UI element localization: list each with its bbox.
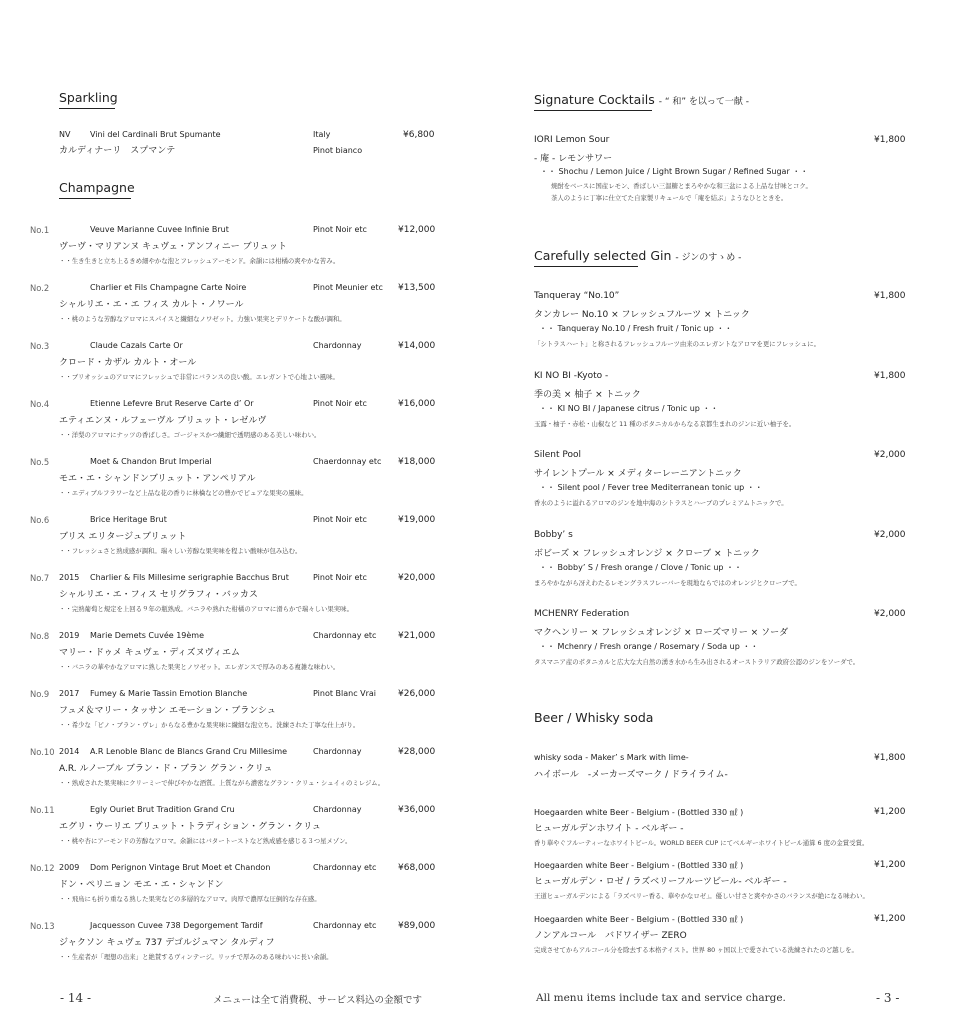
item-grape: Pinot Noir etc xyxy=(313,225,367,234)
item-year: 2009 xyxy=(59,863,80,872)
item-origin: Italy xyxy=(313,130,331,139)
item-name: whisky soda - Maker’ s Mark with lime- xyxy=(534,753,689,762)
title-subtitle: - ジンのすゝめ - xyxy=(675,253,742,263)
title-subtitle: - “ 和” を以って一献 - xyxy=(658,97,750,107)
item-price: ¥26,000 xyxy=(398,689,436,699)
item-number: No.6 xyxy=(30,515,50,525)
item-description: 玉露・柚子・赤松・山椒など 11 種のボタニカルからなる京都生まれのジンに近い柚子を。 xyxy=(534,419,796,428)
item-name-jp: ノンアルコール バドワイザー ZERO xyxy=(534,930,687,941)
tax-note-jp: メニューは全て消費税、サービス料込の金額です xyxy=(213,995,423,1006)
item-number: No.8 xyxy=(30,631,50,641)
item-price: ¥1,200 xyxy=(874,860,906,870)
item-description: ・・バニラの華やかなアロマに熟した果実とノワゼット。エレガンスで厚みのある複雑な味わい。 xyxy=(59,663,340,671)
item-name-jp: 季の美 × 柚子 × トニック xyxy=(534,389,641,400)
item-name: Veuve Marianne Cuvee Infinie Brut xyxy=(90,225,229,234)
item-price: ¥1,800 xyxy=(874,370,906,381)
item-number: No.2 xyxy=(30,283,50,293)
section-title-gin xyxy=(534,248,741,263)
item-grape: Pinot Blanc Vrai xyxy=(313,689,377,698)
item-grape: Pinot Meunier etc xyxy=(313,283,383,292)
item-description: ・・飛鳥にも折り重なる熟した果実などの多層的なアロマ。肉厚で濃厚な圧倒的な存在感。 xyxy=(59,895,321,903)
item-grape: Chaerdonnay etc xyxy=(313,457,382,466)
item-number: No.13 xyxy=(30,921,55,931)
item-description: タスマニア産のボタニカルと広大な大自然の湧き水から生み出されるオーストラリア政府公認のジンをソーダで。 xyxy=(534,658,860,666)
item-grape: Pinot Noir etc xyxy=(313,399,367,408)
item-description: ・・ブリオッシュのアロマにフレッシュで非常にバランスの良い酸。エレガントで心地よい風味。 xyxy=(59,373,339,381)
item-name-jp: タンカレー No.10 × フレッシュフルーツ × トニック xyxy=(534,310,750,320)
item-description: ・・生産者が「理想の出来」と絶賛するヴィンテージ。リッチで厚みのある味わいに長い余韻。 xyxy=(59,953,333,961)
item-name: Vini del Cardinali Brut Spumante xyxy=(90,130,221,139)
item-name-jp: エグリ・ウーリエ ブリュット・トラディション・グラン・クリュ xyxy=(59,822,321,832)
title-underline xyxy=(59,108,115,109)
item-price: ¥1,200 xyxy=(874,806,906,817)
item-name: Marie Demets Cuvée 19ème xyxy=(90,631,205,640)
item-recipe: ・・ Mchenry / Fresh orange / Rosemary / Soda up ・・ xyxy=(539,642,759,651)
item-grape: Chardonnay xyxy=(313,747,362,756)
item-name-jp: - 庵 - レモンサワー xyxy=(534,154,613,164)
item-grape: Chardonnay xyxy=(313,341,362,350)
item-name-jp: ヒューガルデンホワイト - ベルギー - xyxy=(534,823,684,834)
item-price: ¥68,000 xyxy=(398,863,436,873)
item-name: Hoegaarden white Beer - Belgium - (Bottled 330 ㎖ ) xyxy=(534,914,744,924)
item-name-jp: カルディナーリ スプマンテ xyxy=(59,146,176,156)
item-price: ¥19,000 xyxy=(398,515,436,525)
item-name: Claude Cazals Carte Or xyxy=(90,341,183,350)
item-grape: Chardonnay xyxy=(313,805,362,814)
item-price: ¥6,800 xyxy=(403,130,435,140)
item-price: ¥20,000 xyxy=(398,573,436,583)
item-description: ・・フレッシュさと熟成感が調和。瑞々しい芳醇な果実味を程よい酸味が包み込む。 xyxy=(59,547,302,555)
item-description: 王道ヒューガルデンによる「ラズベリー香る、華やかなロゼ」。優しい甘さと爽やかさのバランスが絶になる味わい。 xyxy=(534,892,869,900)
item-description: 香り華やぐフルーティーなホワイトビール。WORLD BEER CUP にてベルギーホワイトビール通算 6 度の金賞受賞。 xyxy=(534,838,869,847)
item-price: ¥12,000 xyxy=(398,225,436,235)
item-grape: Chardonnay etc xyxy=(313,921,377,930)
item-year: NV xyxy=(59,130,71,139)
item-name: Jacquesson Cuvee 738 Degorgement Tardif xyxy=(90,921,263,930)
item-description: まろやかながら冴えわたるレモングラスフレーバーを現地ならではのオレンジとクローブで。 xyxy=(534,578,801,587)
item-name-jp: エティエンヌ・ルフェーヴル ブリュット・レゼルヴ xyxy=(59,416,267,426)
item-price: ¥89,000 xyxy=(398,921,436,931)
item-name-jp: マリー・ドゥメ キュヴェ・ディズヌヴィエム xyxy=(59,648,241,658)
item-name-jp: ヒューガルデン・ロゼ / ラズベリーフルーツビール- ベルギー - xyxy=(534,877,787,887)
item-name: Charlier et Fils Champagne Carte Noire xyxy=(90,283,247,292)
item-number: No.9 xyxy=(30,689,50,699)
item-price: ¥1,800 xyxy=(874,135,906,145)
item-grape: Pinot Noir etc xyxy=(313,515,367,524)
item-description: ・・エディブルフラワーなど上品な花の香りに林檎などの豊かでピュアな果実の風味。 xyxy=(59,489,308,497)
item-description: ・・完熟葡萄と規定を上回る９年の瓶熟成。バニラや熟れた柑橘のアロマに滑らかで瑞々しい果実味。 xyxy=(59,605,353,613)
item-year: 2014 xyxy=(59,747,80,756)
item-name: MCHENRY Federation xyxy=(534,609,630,619)
section-title-champagne: Champagne xyxy=(59,180,135,195)
item-description-2: 茶人のように丁寧に仕立てた自家製リキュールで「庵を結ぶ」ようなひとときを。 xyxy=(551,194,788,202)
item-year: 2019 xyxy=(59,631,80,640)
section-title-sparkling: Sparkling xyxy=(59,90,118,105)
item-price: ¥1,200 xyxy=(874,913,906,924)
item-description: 焼酎をベースに国産レモン、香ばしい三温糖とまろやかな和三盆による上品な甘味とコク。 xyxy=(551,182,812,190)
item-name: Fumey & Marie Tassin Emotion Blanche xyxy=(90,689,248,698)
item-recipe: ・・ Tanqueray No.10 / Fresh fruit / Tonic up ・・ xyxy=(539,324,733,333)
item-year: 2015 xyxy=(59,573,80,582)
item-name: IORI Lemon Sour xyxy=(534,135,610,145)
item-name: Hoegaarden white Beer - Belgium - (Bottled 330 ㎖ ) xyxy=(534,861,744,870)
item-description: ・・希少な「ピノ・ブラン・ヴレ」からなる豊かな果実味に繊細な泡立ち。洗練された丁寧な仕上がり。 xyxy=(59,721,360,729)
item-name: KI NO BI -Kyoto - xyxy=(534,370,609,381)
item-number: No.7 xyxy=(30,573,50,583)
item-name-jp: ヴーヴ・マリアンヌ キュヴェ・アンフィニー ブリュット xyxy=(59,242,287,252)
item-name: Charlier & Fils Millesime serigraphie Bacchus Brut xyxy=(90,573,289,582)
item-number: No.5 xyxy=(30,457,50,467)
item-grape: Pinot bianco xyxy=(313,146,363,155)
title-underline xyxy=(59,198,131,199)
item-number: No.3 xyxy=(30,341,50,351)
item-grape: Chardonnay etc xyxy=(313,863,377,872)
item-price: ¥16,000 xyxy=(398,399,436,409)
item-price: ¥1,800 xyxy=(874,753,906,763)
item-price: ¥2,000 xyxy=(874,529,906,540)
title-underline xyxy=(534,110,652,111)
section-title-cocktails xyxy=(534,92,749,107)
item-name: A.R Lenoble Blanc de Blancs Grand Cru Millesime xyxy=(90,747,288,756)
item-recipe: ・・ Shochu / Lemon Juice / Light Brown Sugar / Refined Sugar ・・ xyxy=(540,167,809,176)
item-price: ¥28,000 xyxy=(398,747,436,757)
item-name: Bobby’ s xyxy=(534,529,573,540)
item-name-jp: フュメ＆マリー・タッサン エモーション・ブランシュ xyxy=(59,706,276,716)
item-name-jp: ジャクソン キュヴェ 737 デゴルジュマン タルディフ xyxy=(59,938,275,948)
item-name-jp: モエ・エ・シャンドンブリュット・アンペリアル xyxy=(59,474,256,484)
item-name-jp: シャルリエ・エ・フィス セリグラフィ・バッカス xyxy=(59,590,258,600)
item-name-jp: サイレントプール × メディターレーニアントニック xyxy=(534,469,742,479)
page-number-left: - 14 - xyxy=(60,991,92,1005)
item-name-jp: ハイボール -メーカーズマーク / ドライライム- xyxy=(534,770,728,780)
item-name: Etienne Lefevre Brut Reserve Carte d’ Or xyxy=(90,399,254,408)
item-description: ・・生き生きと立ち上るきめ細やかな泡とフレッシュアーモンド。余韻には柑橘の爽やかな苦み。 xyxy=(59,257,340,265)
item-price: ¥21,000 xyxy=(398,631,436,641)
item-number: No.11 xyxy=(30,805,55,815)
item-number: No.10 xyxy=(30,747,55,757)
item-grape: Pinot Noir etc xyxy=(313,573,367,582)
item-name-jp: マクヘンリー × フレッシュオレンジ × ローズマリー × ソーダ xyxy=(534,628,789,638)
item-name-jp: ボビーズ × フレッシュオレンジ × クローブ × トニック xyxy=(534,548,760,559)
item-name: Egly Ouriet Brut Tradition Grand Cru xyxy=(90,805,235,814)
item-name: Hoegaarden white Beer - Belgium - (Bottled 330 ㎖ ) xyxy=(534,807,744,817)
title-text: Signature Cocktails xyxy=(534,92,655,107)
item-name-jp: ブリス エリタージュブリュット xyxy=(59,532,187,542)
item-number: No.12 xyxy=(30,863,55,873)
item-description: ・・桃のような芳醇なアロマにスパイスと繊細なノワゼット。力強い果実とデリケートな酸が調和。 xyxy=(59,315,346,323)
item-name-jp: ドン・ペリニョン モエ・エ・シャンドン xyxy=(59,880,224,890)
item-price: ¥36,000 xyxy=(398,805,436,815)
item-description: ・・熟成された果実味にクリーミーで伸びやかな酒質。上質ながら濃密なグラン・クリュ・シュイィのミレジム。 xyxy=(59,779,385,787)
item-description: ・・桃や杏にアーモンドの芳醇なアロマ。余韻にはバタートーストなど熟成感を感じる３つ星メゾン。 xyxy=(59,837,352,845)
item-year: 2017 xyxy=(59,689,80,698)
item-number: No.4 xyxy=(30,399,50,409)
item-recipe: ・・ KI NO BI / Japanese citrus / Tonic up ・・ xyxy=(539,403,719,413)
item-name: Dom Perignon Vintage Brut Moet et Chandon xyxy=(90,863,271,872)
item-name-jp: クロード・カザル カルト・オール xyxy=(59,358,197,368)
item-price: ¥2,000 xyxy=(874,450,906,460)
page-number-right: - 3 - xyxy=(876,991,900,1005)
item-name: Brice Heritage Brut xyxy=(90,515,167,524)
item-recipe: ・・ Silent pool / Fever tree Mediterranean tonic up ・・ xyxy=(539,483,763,492)
title-underline xyxy=(534,266,638,267)
item-description: 香水のように溢れるアロマのジンを地中海のシトラスとハーブのプレミアムトニックで。 xyxy=(534,499,788,507)
item-name: Tanqueray “No.10” xyxy=(534,291,620,301)
title-text: Carefully selected Gin xyxy=(534,248,672,263)
item-grape: Chardonnay etc xyxy=(313,631,377,640)
item-name: Moet & Chandon Brut Imperial xyxy=(90,457,212,466)
item-name: Silent Pool xyxy=(534,450,581,460)
item-recipe: ・・ Bobby’ S / Fresh orange / Clove / Tonic up ・・ xyxy=(539,562,743,572)
item-price: ¥1,800 xyxy=(874,291,906,301)
item-description: 完成させてからアルコール分を除去する本格テイスト。世界 80 ヶ国以上で愛されている洗練されたのど越しを。 xyxy=(534,945,858,954)
item-name-jp: シャルリエ・エ・エ フィス カルト・ノワール xyxy=(59,300,244,310)
item-description: ・・洋梨のアロマにナッツの香ばしさ。ゴージャスかつ繊細で透明感のある美しい味わい。 xyxy=(59,431,321,439)
item-price: ¥2,000 xyxy=(874,609,906,619)
item-name-jp: A.R. ルノーブル ブラン・ド・ブラン グラン・クリュ xyxy=(59,764,273,774)
section-title-beer: Beer / Whisky soda xyxy=(534,710,654,725)
item-description: 「シトラスハート」と称されるフレッシュフルーツ由来のエレガントなアロマを更にフレッシュに。 xyxy=(534,340,820,348)
item-price: ¥14,000 xyxy=(398,341,436,351)
tax-note-en: All menu items include tax and service charge. xyxy=(536,992,786,1004)
item-price: ¥13,500 xyxy=(398,283,436,293)
item-price: ¥18,000 xyxy=(398,457,436,467)
item-number: No.1 xyxy=(30,225,50,235)
